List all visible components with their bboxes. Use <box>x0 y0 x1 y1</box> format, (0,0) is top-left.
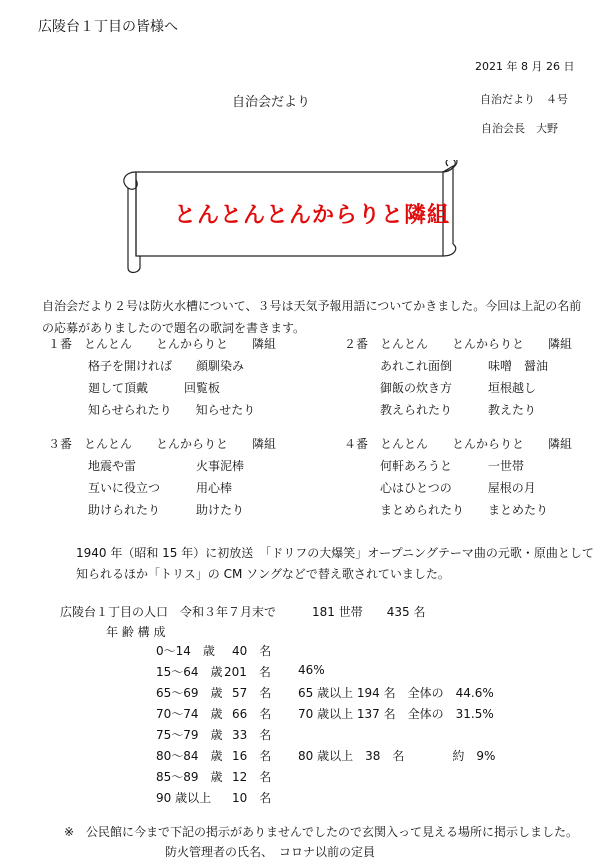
verse-line: 互いに役立つ 用心棒 <box>88 481 233 495</box>
age-range: 90 歳以上 <box>156 791 212 805</box>
verse-line: 心はひとつの 屋根の月 <box>380 481 536 495</box>
age-count: 12 名 <box>232 770 272 784</box>
age-count: 16 名 <box>232 749 272 763</box>
song-note: 1940 年（昭和 15 年）に初放送 「ドリフの大爆笑」オープニングテーマ曲の元歌・原曲として知られるほか「トリス」の CM ソングなどで替え歌されていました。 <box>76 546 594 581</box>
intro-paragraph: 自治会だより２号は防火水槽について、３号は天気予報用語についてかきました。今回は上記の名前の応募がありましたので題名の歌詞を書きます。 <box>42 299 582 335</box>
verse-line: 助けられたり 助けたり <box>88 503 245 517</box>
issue-number: 自治だより ４号 <box>480 93 568 106</box>
chairman: 自治会長 大野 <box>481 122 558 135</box>
date: 2021 年 8 月 26 日 <box>475 60 575 73</box>
age-count: 33 名 <box>232 728 272 742</box>
verse-line: 地震や雷 火事泥棒 <box>88 459 245 473</box>
age-count: 57 名 <box>232 686 272 700</box>
verse-line: 格子を開ければ 顔馴染み <box>88 359 245 373</box>
newsletter-name: 自治会だより <box>232 95 311 110</box>
age-structure-heading: 年 齢 構 成 <box>106 625 166 639</box>
verse-heading: １番 とんとん とんからりと 隣組 <box>48 337 277 351</box>
age-range: 85～89 歳 <box>156 770 223 784</box>
age-note: 65 歳以上 194 名 全体の 44.6% <box>298 686 494 700</box>
age-count: 201 名 <box>224 665 271 679</box>
banner-title: とんとんとんからりと隣組 <box>174 203 451 228</box>
age-count: 66 名 <box>232 707 272 721</box>
verse-heading: ４番 とんとん とんからりと 隣組 <box>344 437 573 451</box>
verse-line: 廻して頂戴 回覧板 <box>88 381 221 395</box>
population-heading: 広陵台１丁目の人口 令和３年７月末で 181 世帯 435 名 <box>60 605 426 619</box>
age-range: 70～74 歳 <box>156 707 223 721</box>
age-note: 80 歳以上 38 名 約 9% <box>298 749 496 763</box>
age-range: 80～84 歳 <box>156 749 223 763</box>
age-range: 15～64 歳 <box>156 665 223 679</box>
footer-note: ※ 公民館に今まで下記の掲示がありませんでしたので玄関入って見える場所に掲示しました。 <box>64 825 579 839</box>
verse-line: 御飯の炊き方 垣根越し <box>380 381 537 395</box>
verse-line: まとめられたり まとめたり <box>380 503 549 517</box>
verse-heading: ３番 とんとん とんからりと 隣組 <box>48 437 277 451</box>
age-range: 75～79 歳 <box>156 728 223 742</box>
verse-line: あれこれ面倒 味噌 醤油 <box>380 359 549 373</box>
age-range: 65～69 歳 <box>156 686 223 700</box>
age-note: 46% <box>298 663 325 677</box>
verse-line: 教えられたり 教えたり <box>380 403 537 417</box>
addressee: 広陵台１丁目の皆様へ <box>38 19 178 35</box>
age-count: 40 名 <box>232 644 272 658</box>
verse-line: 知らせられたり 知らせたり <box>88 403 256 417</box>
age-range: 0～14 歳 <box>156 644 215 658</box>
footer-note-detail: 防火管理者の氏名、 コロナ以前の定員 <box>165 845 376 859</box>
verse-line: 何軒あろうと 一世帯 <box>380 459 525 473</box>
age-note: 70 歳以上 137 名 全体の 31.5% <box>298 707 494 721</box>
verse-heading: ２番 とんとん とんからりと 隣組 <box>344 337 573 351</box>
age-count: 10 名 <box>232 791 272 805</box>
